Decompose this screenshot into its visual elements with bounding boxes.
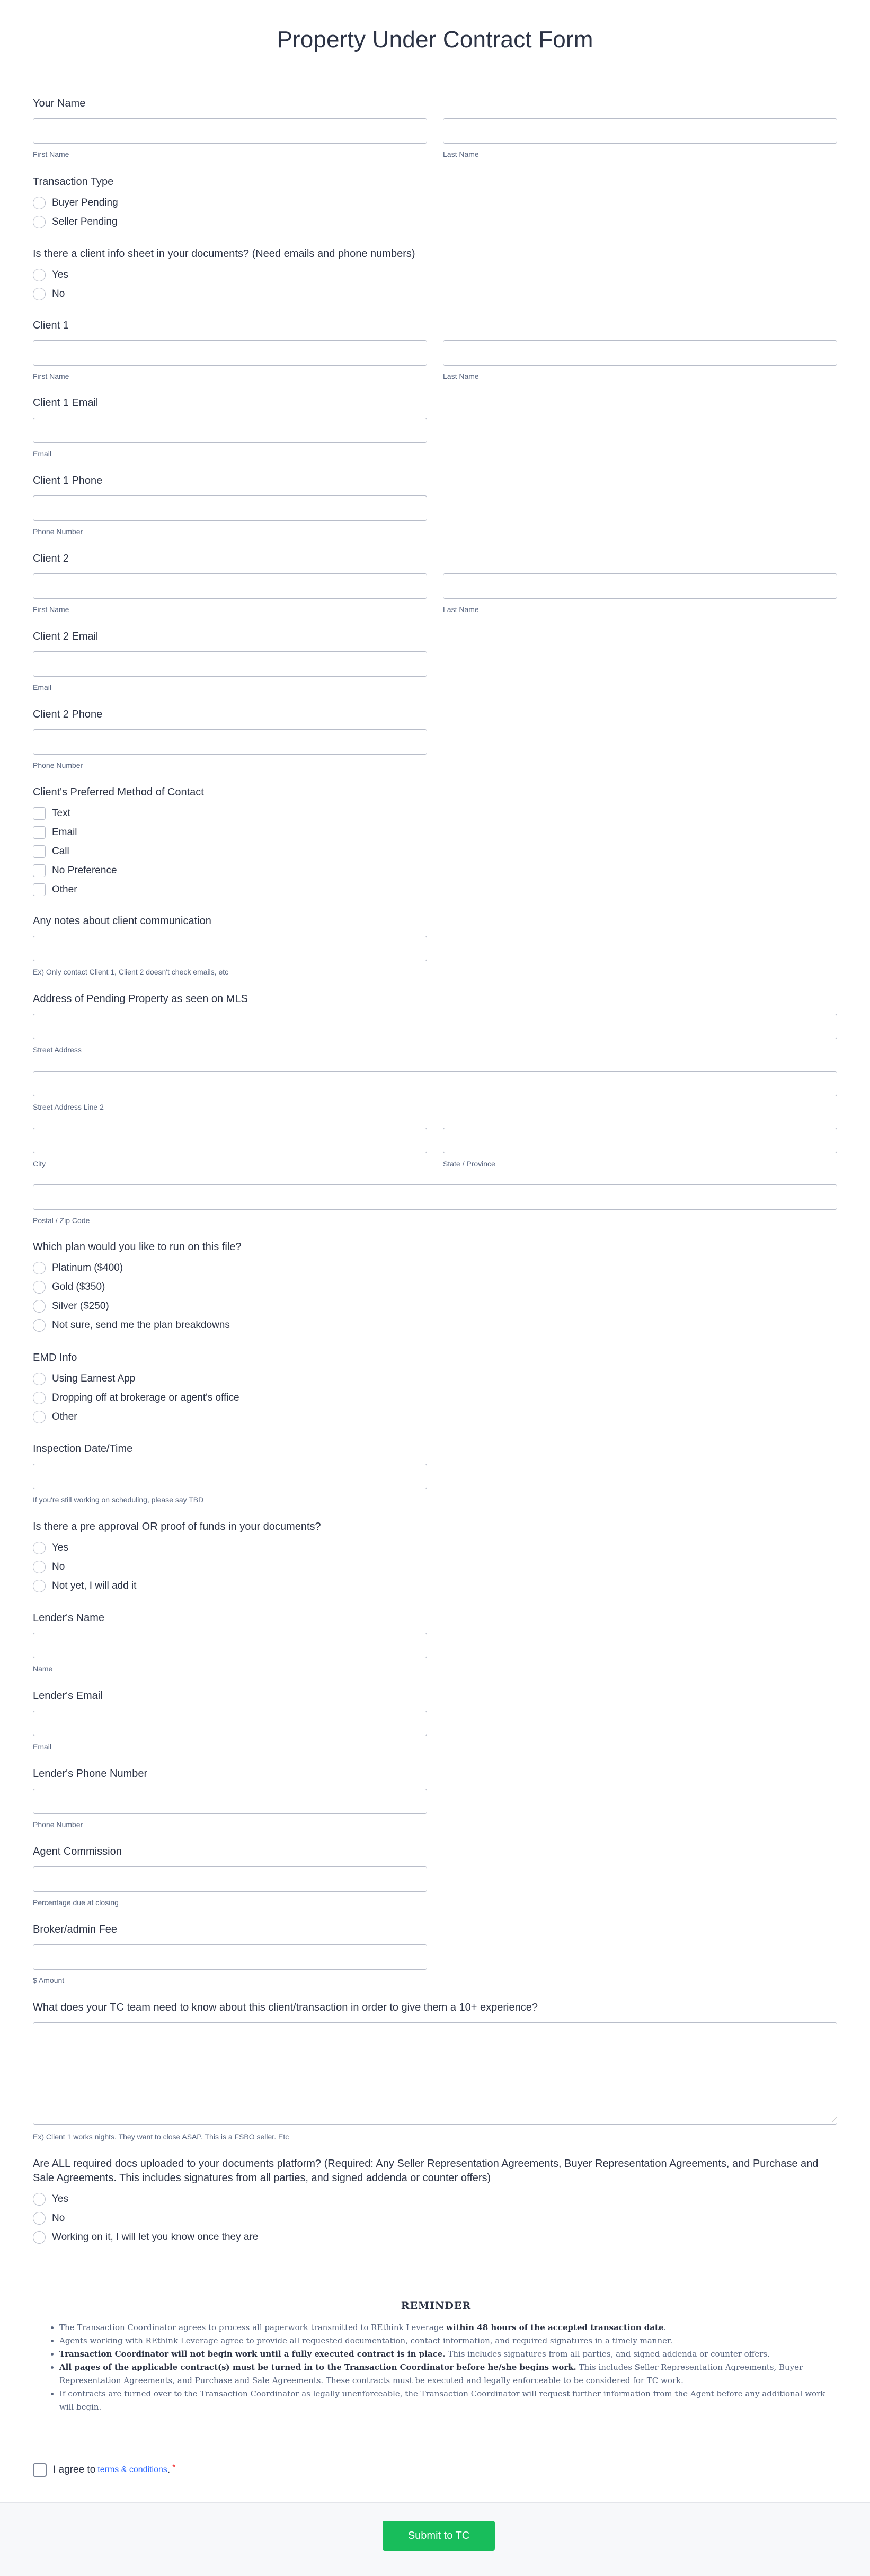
phone-sublabel: Phone Number — [33, 1820, 83, 1829]
preapproval-label: Is there a pre approval OR proof of funds in your documents? — [33, 1521, 321, 1533]
emd-field — [33, 1351, 837, 1422]
submit-button[interactable]: Submit to TC — [383, 2521, 495, 2551]
radio-docs-yes[interactable]: Yes — [33, 2192, 68, 2207]
radio-circle[interactable] — [33, 2193, 46, 2206]
your-last-name-input[interactable] — [443, 118, 837, 144]
radio-circle[interactable] — [33, 216, 46, 228]
broker-fee-input[interactable] — [33, 1944, 427, 1970]
client1-email-label: Client 1 Email — [33, 397, 99, 409]
notes-sublabel: Ex) Only contact Client 1, Client 2 doesn't check emails, etc — [33, 968, 229, 976]
lender-name-input[interactable] — [33, 1633, 427, 1658]
reminder-item: • All pages of the applicable contract(s) must be turned in to the Transaction Coordinator before he/she begins work. This includes Seller Representation Agreements, Buyer Representation Agreements, and Purchase and Sale Agreements. These contracts must be executed and legally enforceable to be considered for TC work. — [59, 2361, 825, 2387]
notes-field — [33, 915, 837, 976]
client1-name-field — [33, 319, 837, 380]
radio-circle[interactable] — [33, 2212, 46, 2225]
lender-phone-input[interactable] — [33, 1789, 427, 1814]
agree-text: I agree to — [53, 2464, 96, 2475]
radio-circle[interactable] — [33, 1262, 46, 1274]
reminder-item: • Agents working with REthink Leverage agree to provide all requested documentation, contact information, and required signatures in a timely manner. — [59, 2334, 825, 2348]
your-name-label: Your Name — [33, 98, 86, 109]
reminder-section — [47, 2300, 825, 2414]
commission-sublabel: Percentage due at closing — [33, 1898, 119, 1907]
notes-label: Any notes about client communication — [33, 915, 211, 927]
first-name-sublabel: First Name — [33, 150, 69, 158]
your-first-name-input[interactable] — [33, 118, 427, 144]
name-sublabel: Name — [33, 1665, 53, 1673]
first-name-sublabel: First Name — [33, 605, 69, 614]
tc-team-field — [33, 2001, 837, 2141]
reminder-title: REMINDER — [401, 2300, 472, 2312]
radio-silver[interactable]: Silver ($250) — [33, 1299, 109, 1314]
zip-sublabel: Postal / Zip Code — [33, 1216, 90, 1225]
radio-circle[interactable] — [33, 1411, 46, 1423]
street-address-input[interactable] — [33, 1014, 837, 1039]
contact-method-label: Client's Preferred Method of Contact — [33, 786, 204, 798]
client2-email-input[interactable] — [33, 651, 427, 677]
city-sublabel: City — [33, 1159, 46, 1168]
radio-circle[interactable] — [33, 1561, 46, 1573]
agent-commission-label: Agent Commission — [33, 1846, 122, 1857]
radio-dropping-off[interactable]: Dropping off at brokerage or agent's office — [33, 1391, 239, 1405]
terms-checkbox[interactable] — [33, 2463, 47, 2477]
client1-phone-field — [33, 474, 837, 536]
client-info-sheet-label: Is there a client info sheet in your documents? (Need emails and phone numbers) — [33, 248, 415, 260]
radio-info-no[interactable]: No — [33, 287, 65, 302]
docs-uploaded-label: Are ALL required docs uploaded to your documents platform? (Required: Any Seller Representation Agreements, Buyer Representation Agreements, and Purchase and Sale Agreements. This includes signatures from all parties, and signed addenda or counter offers) — [33, 2158, 819, 2184]
radio-platinum[interactable]: Platinum ($400) — [33, 1261, 123, 1276]
client2-email-field — [33, 630, 837, 692]
client1-phone-label: Client 1 Phone — [33, 475, 103, 486]
transaction-type-label: Transaction Type — [33, 176, 114, 188]
broker-fee-label: Broker/admin Fee — [33, 1924, 117, 1935]
reminder-item: • The Transaction Coordinator agrees to process all paperwork transmitted to REthink Leverage within 48 hours of the accepted transaction date. — [59, 2321, 825, 2334]
lender-email-input[interactable] — [33, 1711, 427, 1736]
form-title: Property Under Contract Form — [277, 26, 593, 52]
street-address-line2-sublabel: Street Address Line 2 — [33, 1103, 104, 1111]
zip-input[interactable] — [33, 1184, 837, 1210]
radio-preapproval-yes[interactable]: Yes — [33, 1541, 68, 1555]
radio-earnest-app[interactable]: Using Earnest App — [33, 1371, 135, 1386]
contact-method-field — [33, 786, 837, 895]
address-label: Address of Pending Property as seen on MLS — [33, 993, 248, 1005]
checkbox-other[interactable]: Other — [33, 882, 77, 897]
state-input[interactable] — [443, 1128, 837, 1153]
reminder-list — [47, 2321, 825, 2414]
client2-email-label: Client 2 Email — [33, 631, 99, 642]
client1-email-input[interactable] — [33, 418, 427, 443]
checkbox-box[interactable] — [33, 845, 46, 858]
lender-email-field — [33, 1689, 837, 1751]
client2-phone-field — [33, 708, 837, 769]
radio-circle[interactable] — [33, 1542, 46, 1554]
agent-commission-field — [33, 1845, 837, 1907]
first-name-sublabel: First Name — [33, 372, 69, 380]
client1-label: Client 1 — [33, 320, 69, 331]
radio-circle[interactable] — [33, 269, 46, 281]
email-sublabel: Email — [33, 449, 52, 458]
radio-circle[interactable] — [33, 1580, 46, 1592]
checkbox-call[interactable]: Call — [33, 844, 69, 859]
client2-phone-label: Client 2 Phone — [33, 709, 103, 720]
checkbox-box[interactable] — [33, 826, 46, 839]
inspection-sublabel: If you're still working on scheduling, please say TBD — [33, 1495, 204, 1504]
lender-name-field — [33, 1612, 837, 1673]
last-name-sublabel: Last Name — [443, 150, 479, 158]
radio-not-sure[interactable]: Not sure, send me the plan breakdowns — [33, 1318, 230, 1333]
radio-seller-pending[interactable]: Seller Pending — [33, 215, 118, 229]
radio-circle[interactable] — [33, 288, 46, 300]
radio-circle[interactable] — [33, 1373, 46, 1385]
radio-circle[interactable] — [33, 2231, 46, 2244]
client1-email-field — [33, 396, 837, 458]
plan-field — [33, 1241, 837, 1331]
checkbox-no-preference[interactable]: No Preference — [33, 863, 117, 878]
checkbox-box[interactable] — [33, 864, 46, 877]
radio-docs-no[interactable]: No — [33, 2211, 65, 2226]
inspection-label: Inspection Date/Time — [33, 1443, 133, 1455]
tc-team-sublabel: Ex) Client 1 works nights. They want to close ASAP. This is a FSBO seller. Etc — [33, 2132, 289, 2141]
reminder-item: • If contracts are turned over to the Transaction Coordinator as legally unenforceable, the Transaction Coordinator will request further information from the Agent before any additional work will begin. — [59, 2387, 825, 2414]
tc-team-textarea[interactable] — [33, 2022, 837, 2125]
radio-circle[interactable] — [33, 197, 46, 209]
checkbox-email[interactable]: Email — [33, 825, 77, 840]
radio-info-yes[interactable]: Yes — [33, 268, 68, 282]
client1-first-name-input[interactable] — [33, 340, 427, 366]
transaction-type-field — [33, 175, 837, 227]
broker-fee-field — [33, 1923, 837, 1985]
city-input[interactable] — [33, 1128, 427, 1153]
radio-buyer-pending[interactable]: Buyer Pending — [33, 196, 118, 210]
checkbox-box[interactable] — [33, 807, 46, 820]
radio-gold[interactable]: Gold ($350) — [33, 1280, 105, 1295]
radio-circle[interactable] — [33, 1392, 46, 1404]
agree-period: . — [167, 2464, 171, 2475]
terms-link[interactable]: terms & conditions — [97, 2465, 167, 2474]
checkbox-box[interactable] — [33, 883, 46, 896]
reminder-item: • Transaction Coordinator will not begin work until a fully executed contract is in place. This includes signatures from all parties, and signed addenda or counter offers. — [59, 2348, 825, 2361]
client2-last-name-input[interactable] — [443, 573, 837, 599]
lender-name-label: Lender's Name — [33, 1612, 104, 1624]
last-name-sublabel: Last Name — [443, 372, 479, 380]
your-name-field — [33, 97, 837, 158]
phone-sublabel: Phone Number — [33, 527, 83, 536]
form-footer — [0, 2502, 870, 2576]
client1-phone-input[interactable] — [33, 495, 427, 521]
email-sublabel: Email — [33, 1742, 52, 1751]
address-field — [33, 993, 837, 1225]
docs-uploaded-field — [33, 2157, 837, 2243]
amount-sublabel: $ Amount — [33, 1976, 65, 1985]
client1-last-name-input[interactable] — [443, 340, 837, 366]
radio-circle[interactable] — [33, 1300, 46, 1313]
radio-docs-working[interactable]: Working on it, I will let you know once they are — [33, 2230, 258, 2245]
state-sublabel: State / Province — [443, 1159, 495, 1168]
email-sublabel: Email — [33, 683, 52, 692]
inspection-input[interactable] — [33, 1464, 427, 1489]
client2-label: Client 2 — [33, 553, 69, 564]
client2-first-name-input[interactable] — [33, 573, 427, 599]
last-name-sublabel: Last Name — [443, 605, 479, 614]
agent-commission-input[interactable] — [33, 1866, 427, 1892]
plan-label: Which plan would you like to run on this file? — [33, 1241, 242, 1253]
terms-agreement — [33, 2463, 175, 2477]
tc-team-label: What does your TC team need to know about this client/transaction in order to give them a 10+ experience? — [33, 2002, 538, 2013]
street-address-line2-input[interactable] — [33, 1071, 837, 1096]
lender-email-label: Lender's Email — [33, 1690, 103, 1702]
radio-preapproval-not-yet[interactable]: Not yet, I will add it — [33, 1579, 136, 1594]
form-header — [0, 0, 870, 79]
lender-phone-field — [33, 1767, 837, 1829]
client2-phone-input[interactable] — [33, 729, 427, 755]
inspection-field — [33, 1442, 837, 1504]
radio-circle[interactable] — [33, 1281, 46, 1294]
radio-preapproval-no[interactable]: No — [33, 1560, 65, 1574]
emd-label: EMD Info — [33, 1352, 77, 1364]
street-address-sublabel: Street Address — [33, 1046, 82, 1054]
radio-emd-other[interactable]: Other — [33, 1410, 77, 1424]
required-asterisk: * — [172, 2463, 176, 2472]
resize-handle-icon[interactable] — [827, 2117, 837, 2122]
phone-sublabel: Phone Number — [33, 761, 83, 769]
checkbox-text[interactable]: Text — [33, 806, 70, 821]
radio-circle[interactable] — [33, 1319, 46, 1332]
notes-input[interactable] — [33, 936, 427, 961]
client-info-sheet-field — [33, 247, 837, 299]
preapproval-field — [33, 1520, 837, 1591]
client2-name-field — [33, 552, 837, 614]
lender-phone-label: Lender's Phone Number — [33, 1768, 148, 1780]
